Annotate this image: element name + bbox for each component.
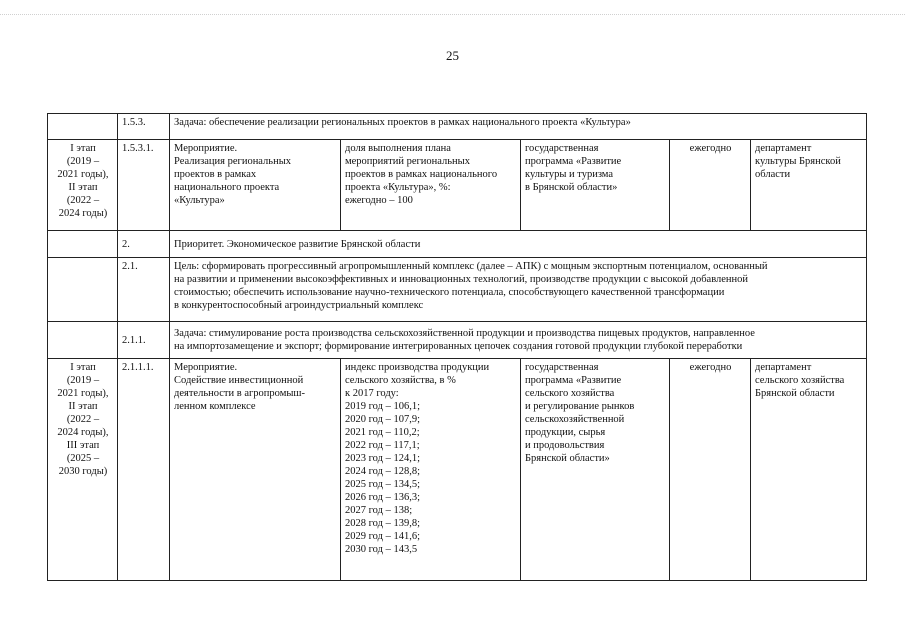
goal-cell: Цель: сформировать прогрессивный агропромышленный комплекс (далее – АПК) с мощным экспортным потенциалом, основанный на развитии и применении высокоэффективных и инновационных технологий, производстве продукции с высокой добавленной стоимостью; обеспечить использование научно-технического потенциала, способствующего качественной трансформации в конкурентоспособный агроиндустриальный комплекс <box>170 258 867 322</box>
indicator-cell: индекс производства продукции сельского хозяйства, в % к 2017 году: 2019 год – 106,1; 2020 год – 107,9; 2021 год – 110,2; 2022 год – 117,1; 2023 год – 124,1; 2024 год – 128,8; 2025 год – 134,5; 2026 год – 136,3; 2027 год – 138; 2028 год – 139,8; 2029 год – 141,6; 2030 год – 143,5 <box>341 359 521 581</box>
code-cell: 2.1.1.1. <box>118 359 170 581</box>
table-row <box>48 359 867 581</box>
table-row <box>48 322 867 359</box>
code-cell: 2. <box>118 231 170 258</box>
period-cell: ежегодно <box>670 359 751 581</box>
priority-cell: Приоритет. Экономическое развитие Брянской области <box>170 231 867 258</box>
code-cell: 1.5.3. <box>118 114 170 140</box>
indicator-cell: доля выполнения плана мероприятий региональных проектов в рамках национального проекта «Культура», %: ежегодно – 100 <box>341 140 521 231</box>
period-cell: ежегодно <box>670 140 751 231</box>
stage-cell <box>48 258 118 322</box>
code-cell: 2.1.1. <box>118 322 170 359</box>
page-number: 25 <box>446 48 459 63</box>
activities-table <box>47 113 867 581</box>
stage-cell <box>48 231 118 258</box>
scan-artifact-line <box>0 14 905 21</box>
code-cell: 1.5.3.1. <box>118 140 170 231</box>
task-cell: Задача: обеспечение реализации региональных проектов в рамках национального проекта «Культура» <box>170 114 867 140</box>
executor-cell: департамент культуры Брянской области <box>751 140 867 231</box>
code-cell: 2.1. <box>118 258 170 322</box>
program-cell: государственная программа «Развитие сельского хозяйства и регулирование рынков сельскохозяйственной продукции, сырья и продовольствия Брянской области» <box>521 359 670 581</box>
stage-cell: I этап (2019 – 2021 годы), II этап (2022 – 2024 годы) <box>48 140 118 231</box>
program-cell: государственная программа «Развитие культуры и туризма в Брянской области» <box>521 140 670 231</box>
event-cell: Мероприятие. Реализация региональных проектов в рамках национального проекта «Культура» <box>170 140 341 231</box>
stage-cell: I этап (2019 – 2021 годы), II этап (2022 – 2024 годы), III этап (2025 – 2030 годы) <box>48 359 118 581</box>
table-row <box>48 114 867 140</box>
executor-cell: департамент сельского хозяйства Брянской области <box>751 359 867 581</box>
stage-cell <box>48 114 118 140</box>
stage-cell <box>48 322 118 359</box>
table-row <box>48 258 867 322</box>
table-row <box>48 231 867 258</box>
event-cell: Мероприятие. Содействие инвестиционной деятельности в агропромыш- ленном комплексе <box>170 359 341 581</box>
task-cell: Задача: стимулирование роста производства сельскохозяйственной продукции и производства пищевых продуктов, направленное на импортозамещение и экспорт; формирование интегрированных цепочек создания готовой продукции глубокой переработки <box>170 322 867 359</box>
table-row <box>48 140 867 231</box>
